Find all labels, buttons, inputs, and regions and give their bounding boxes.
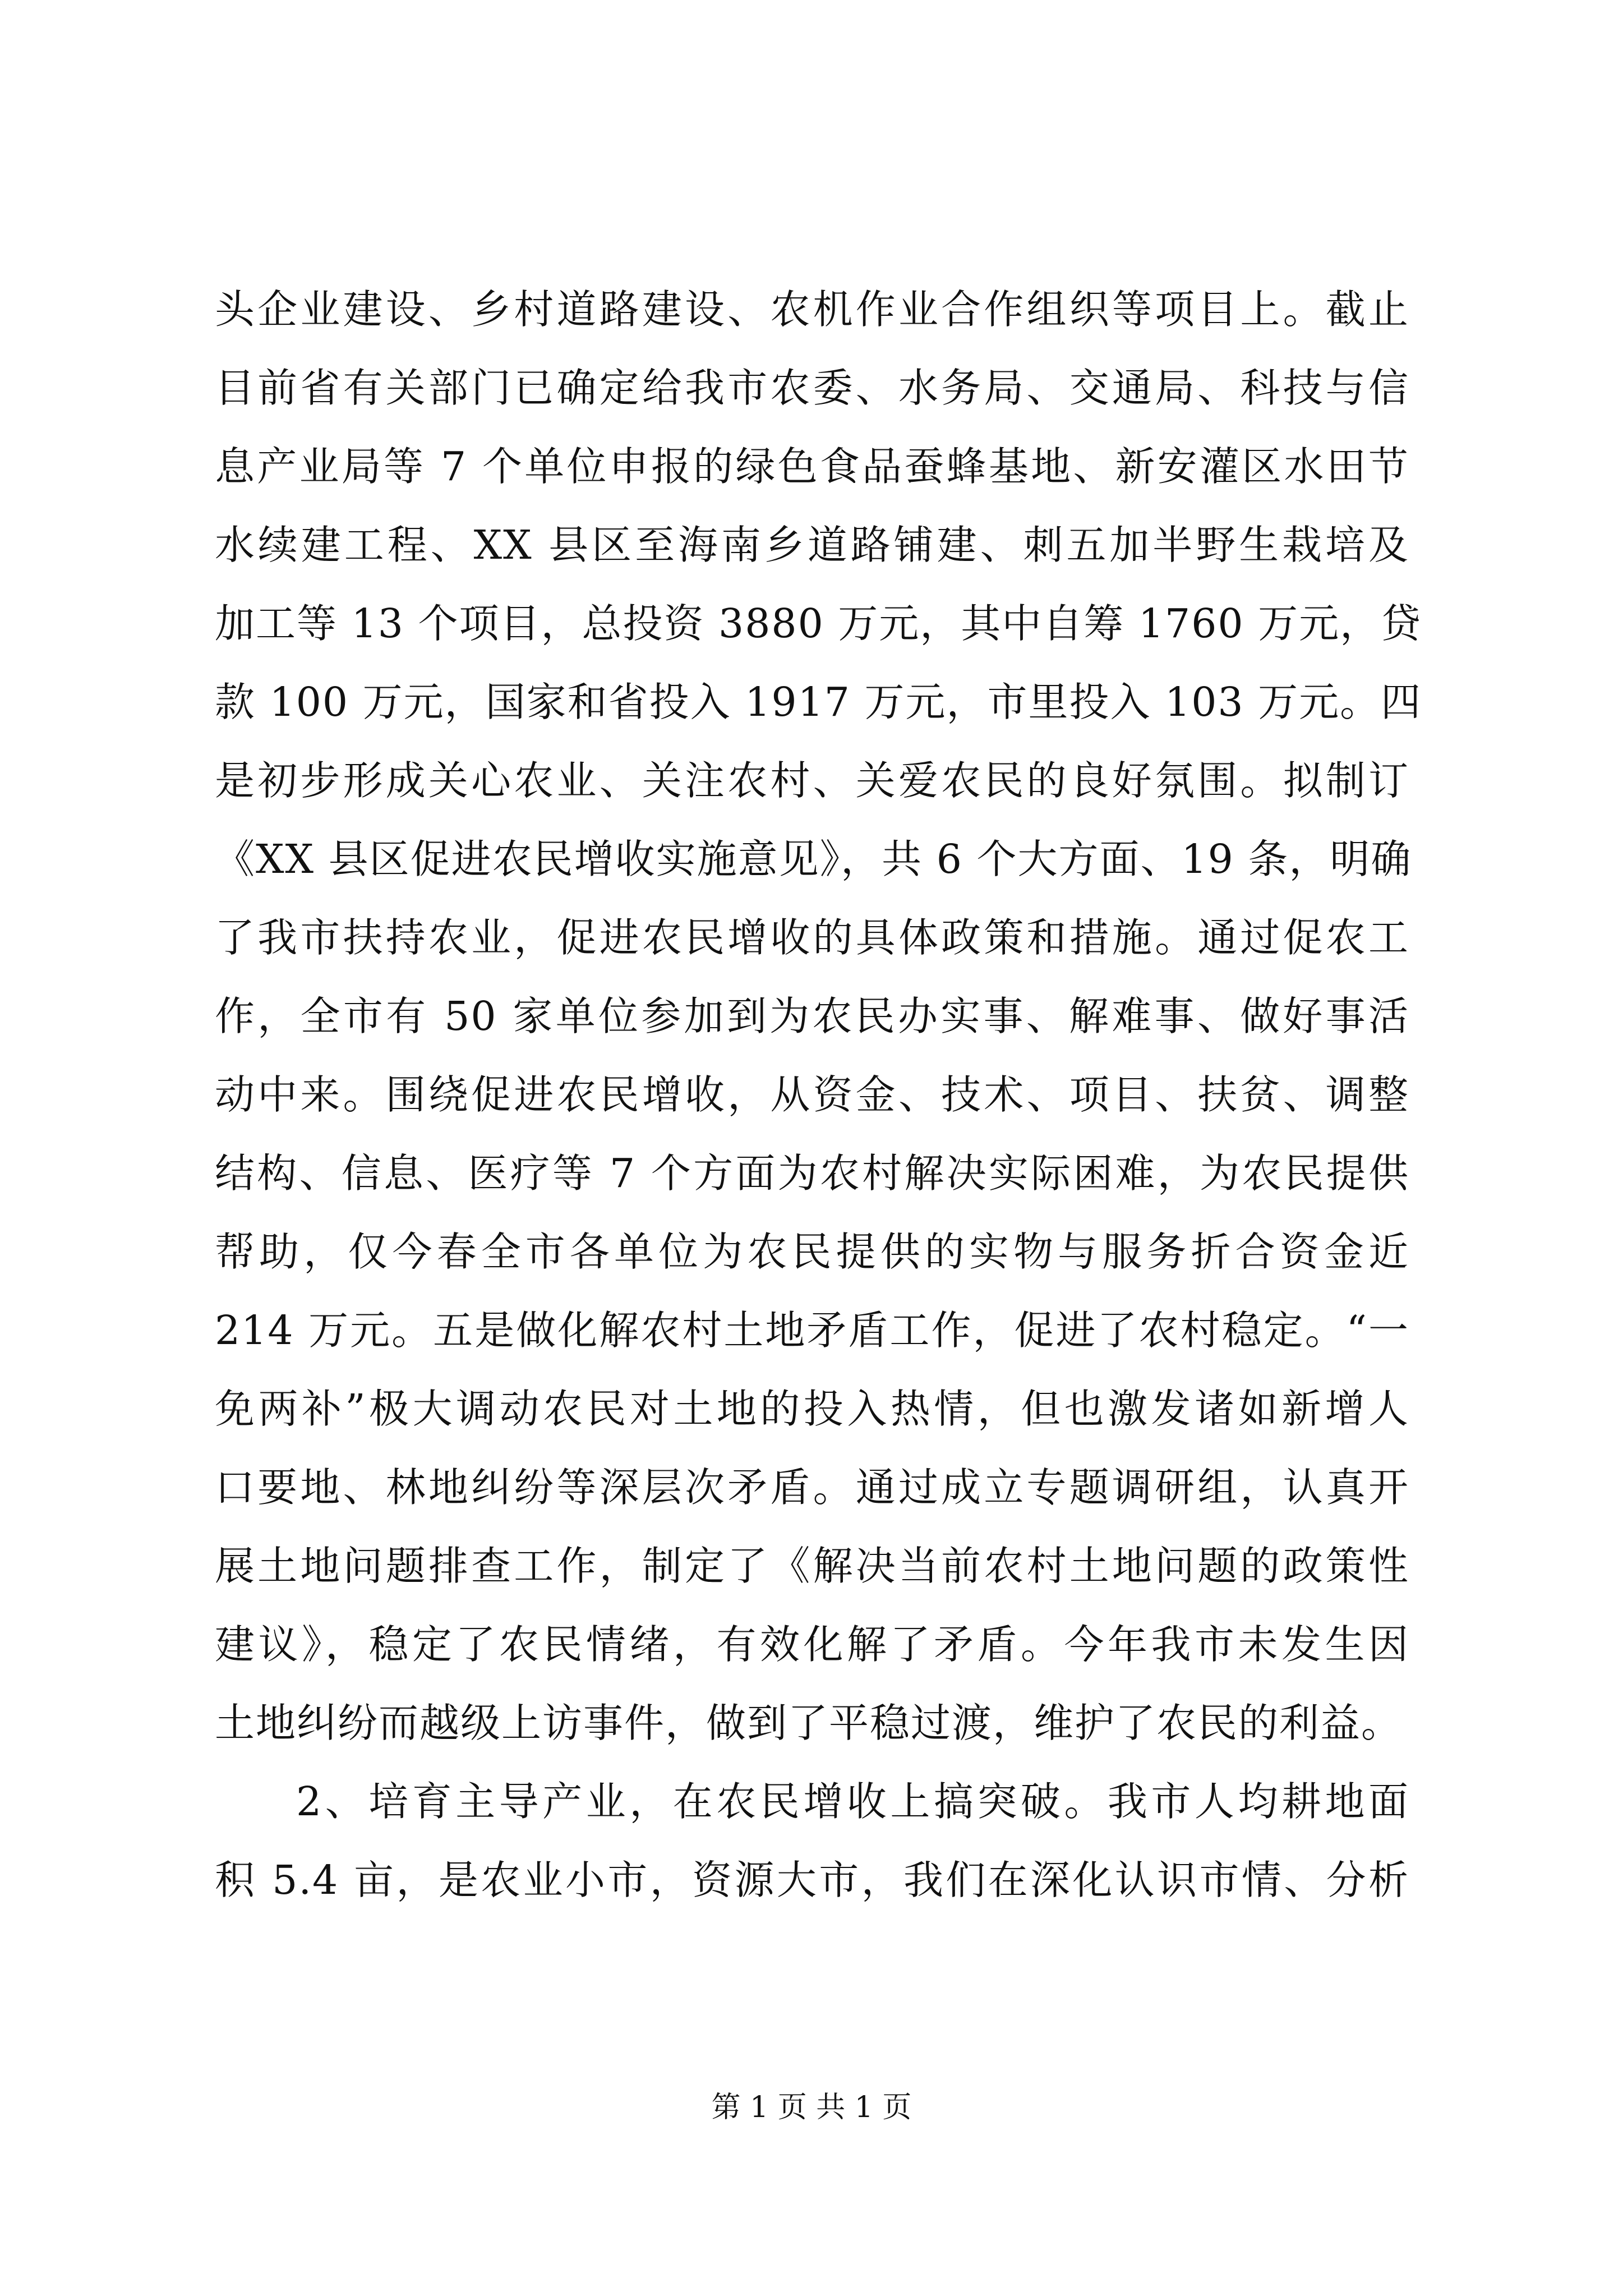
text-line: 款 100 万元，国家和省投入 1917 万元，市里投入 103 万元。四	[215, 679, 1422, 725]
text-line: 目前省有关部门已确定给我市农委、水务局、交通局、科技与信	[215, 365, 1409, 411]
text-line: 214 万元。五是做化解农村土地矛盾工作，促进了农村稳定。“一	[215, 1307, 1409, 1354]
text-line: 结构、信息、医疗等 7 个方面为农村解决实际困难，为农民提供	[215, 1150, 1409, 1197]
text-line: 积 5.4 亩，是农业小市，资源大市，我们在深化认识市情、分析	[215, 1857, 1409, 1903]
text-line: 是初步形成关心农业、关注农村、关爱农民的良好氛围。拟制订	[215, 757, 1409, 804]
text-line: 了我市扶持农业，促进农民增收的具体政策和措施。通过促农工	[215, 914, 1409, 961]
text-line: 《XX 县区促进农民增收实施意见》，共 6 个大方面、19 条，明确	[215, 836, 1412, 882]
text-line: 展土地问题排查工作，制定了《解决当前农村土地问题的政策性	[215, 1543, 1409, 1589]
text-line: 头企业建设、乡村道路建设、农机作业合作组织等项目上。截止	[215, 286, 1409, 333]
document-body	[215, 270, 1422, 1920]
text-line: 帮助，仅今春全市各单位为农民提供的实物与服务折合资金近	[215, 1228, 1409, 1275]
text-line: 动中来。围绕促进农民增收，从资金、技术、项目、扶贫、调整	[215, 1071, 1409, 1118]
text-line: 免两补”极大调动农民对土地的投入热情，但也激发诸如新增人	[215, 1386, 1409, 1432]
text-line: 息产业局等 7 个单位申报的绿色食品蚕蜂基地、新安灌区水田节	[215, 443, 1409, 490]
text-line: 水续建工程、XX 县区至海南乡道路铺建、刺五加半野生栽培及	[215, 522, 1409, 568]
text-line: 作，全市有 50 家单位参加到为农民办实事、解难事、做好事活	[215, 993, 1409, 1039]
page-number-footer: 第 1 页 共 1 页	[711, 2091, 912, 2124]
text-line: 加工等 13 个项目，总投资 3880 万元，其中自筹 1760 万元，贷	[215, 600, 1422, 647]
paragraph-first-line: 2、培育主导产业，在农民增收上搞突破。我市人均耕地面	[296, 1778, 1409, 1825]
text-line: 建议》，稳定了农民情绪，有效化解了矛盾。今年我市未发生因	[215, 1621, 1409, 1668]
text-line: 口要地、林地纠纷等深层次矛盾。通过成立专题调研组，认真开	[215, 1464, 1409, 1511]
text-line: 土地纠纷而越级上访事件，做到了平稳过渡，维护了农民的利益。	[215, 1700, 1403, 1746]
